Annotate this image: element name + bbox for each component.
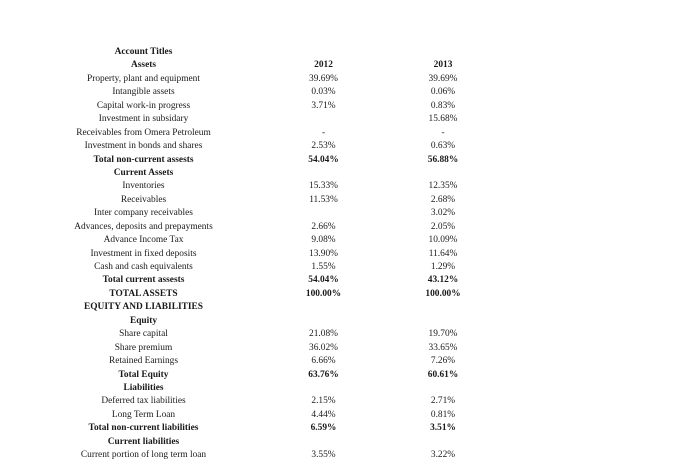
cell-2013: 10.09% [428, 235, 458, 246]
table-title-row [0, 46, 680, 59]
table-header-row [0, 59, 680, 72]
cell-2013: 100.00% [425, 288, 461, 299]
cell-2012: 36.02% [309, 342, 338, 353]
cell-2012: - [321, 127, 326, 138]
cell-2012: 3.71% [311, 100, 336, 111]
cell-2012: 1.55% [311, 262, 336, 272]
row-label: Equity [129, 315, 158, 326]
table-row [0, 436, 680, 449]
row-label: Property, plant and equipment [87, 73, 200, 84]
table-row [0, 140, 680, 153]
table-row [0, 167, 680, 180]
cell-2013: 1.29% [430, 262, 456, 272]
cell-2013: 0.81% [430, 409, 456, 420]
cell-2012: 6.66% [311, 356, 336, 367]
row-label: Receivables from Omera Petroleum [76, 127, 211, 138]
row-label: Current portion of long term loan [80, 450, 207, 461]
row-label: Inter company receivables [94, 208, 193, 219]
cell-2013: 15.68% [428, 114, 458, 125]
column-header-2012: 2012 [314, 60, 333, 71]
row-label: Investment in fixed deposits [90, 248, 197, 259]
table-row [0, 154, 680, 167]
table-row [0, 342, 680, 355]
cell-2013: 7.26% [430, 356, 456, 367]
cell-2013: 11.64% [428, 248, 458, 259]
cell-2013: 0.06% [430, 87, 456, 98]
section-heading: Assets [131, 60, 156, 71]
table-row [0, 395, 680, 408]
row-label: Total Equity [118, 369, 169, 380]
cell-2012: 39.69% [309, 73, 338, 84]
row-label: Capital work-in progress [96, 100, 191, 111]
row-label: Share capital [119, 329, 168, 340]
row-label: Advances, deposits and prepayments [74, 221, 213, 232]
cell-2013: 2.71% [430, 396, 456, 407]
table-row [0, 180, 680, 193]
table-row [0, 422, 680, 435]
row-label: Cash and cash equivalents [94, 262, 193, 272]
cell-2013: 19.70% [428, 329, 458, 340]
row-label: Current Assets [113, 167, 174, 178]
cell-2013: 33.65% [428, 342, 458, 353]
table-title: Account Titles [114, 47, 173, 57]
cell-2012: 15.33% [309, 181, 338, 192]
table-row [0, 207, 680, 220]
table-row [0, 369, 680, 382]
cell-2013: 39.69% [428, 73, 458, 84]
table-row [0, 315, 680, 328]
row-label: Liabilities [123, 382, 164, 393]
cell-2013: 2.05% [430, 221, 456, 232]
cell-2013: 0.63% [430, 141, 456, 152]
table-row [0, 221, 680, 234]
table-row [0, 127, 680, 140]
table-row [0, 248, 680, 261]
table-row [0, 73, 680, 86]
cell-2013: 43.12% [427, 275, 459, 286]
cell-2013: 3.02% [430, 208, 456, 219]
cell-2012: 11.53% [309, 194, 338, 205]
table-row [0, 274, 680, 287]
cell-2013: 60.61% [427, 369, 459, 380]
row-label: Deferred tax liabilities [101, 396, 186, 407]
cell-2012: 54.04% [308, 275, 339, 286]
cell-2012: 6.59% [310, 423, 337, 434]
cell-2012: 2.53% [311, 141, 336, 152]
table-row [0, 301, 680, 314]
row-label: Total current assests [102, 275, 185, 286]
account-titles-table [0, 46, 680, 463]
row-label: Current liabilities [107, 436, 180, 447]
cell-2012: 2.66% [311, 221, 336, 232]
cell-2013: 56.88% [427, 154, 459, 165]
table-row [0, 261, 680, 274]
table-row [0, 355, 680, 368]
row-label: Long Term Loan [111, 409, 176, 420]
cell-2012: 100.00% [305, 288, 342, 299]
row-label: Intangible assets [112, 87, 175, 98]
cell-2012: 2.15% [311, 396, 336, 407]
column-header-2013: 2013 [433, 60, 453, 71]
table-row [0, 86, 680, 99]
table-row [0, 194, 680, 207]
cell-2012: 13.90% [309, 248, 338, 259]
table-row [0, 449, 680, 462]
cell-2013: 12.35% [428, 181, 458, 192]
cell-2013: - [441, 127, 445, 138]
cell-2012: 0.03% [311, 87, 336, 98]
cell-2012: 9.08% [311, 235, 336, 246]
table-row [0, 328, 680, 341]
row-label: Total non-current liabilities [88, 423, 199, 434]
cell-2013: 0.83% [430, 100, 456, 111]
table-row [0, 288, 680, 301]
row-label: Advance Income Tax [103, 235, 184, 246]
cell-2013: 3.51% [430, 423, 456, 434]
table-row [0, 234, 680, 247]
row-label: Investment in bonds and shares [84, 141, 203, 152]
row-label: Investment in subsidary [98, 114, 189, 125]
row-label: Retained Earnings [109, 356, 178, 367]
cell-2012: 3.55% [311, 450, 336, 461]
cell-2012: 21.08% [309, 329, 338, 340]
cell-2013: 2.68% [430, 194, 456, 205]
row-label: Share premium [114, 342, 173, 353]
table-row [0, 382, 680, 395]
row-label: Inventories [122, 181, 165, 192]
table-row [0, 113, 680, 126]
row-label: Total non-current assests [93, 154, 194, 165]
cell-2012: 54.04% [308, 154, 339, 165]
table-row [0, 100, 680, 113]
row-label: TOTAL ASSETS [109, 288, 178, 299]
cell-2012: 4.44% [311, 409, 336, 420]
row-label: EQUITY AND LIABILITIES [84, 302, 203, 313]
table-row [0, 409, 680, 422]
cell-2013: 3.22% [430, 450, 456, 461]
row-label: Receivables [120, 194, 167, 205]
cell-2012: 63.76% [308, 369, 339, 380]
